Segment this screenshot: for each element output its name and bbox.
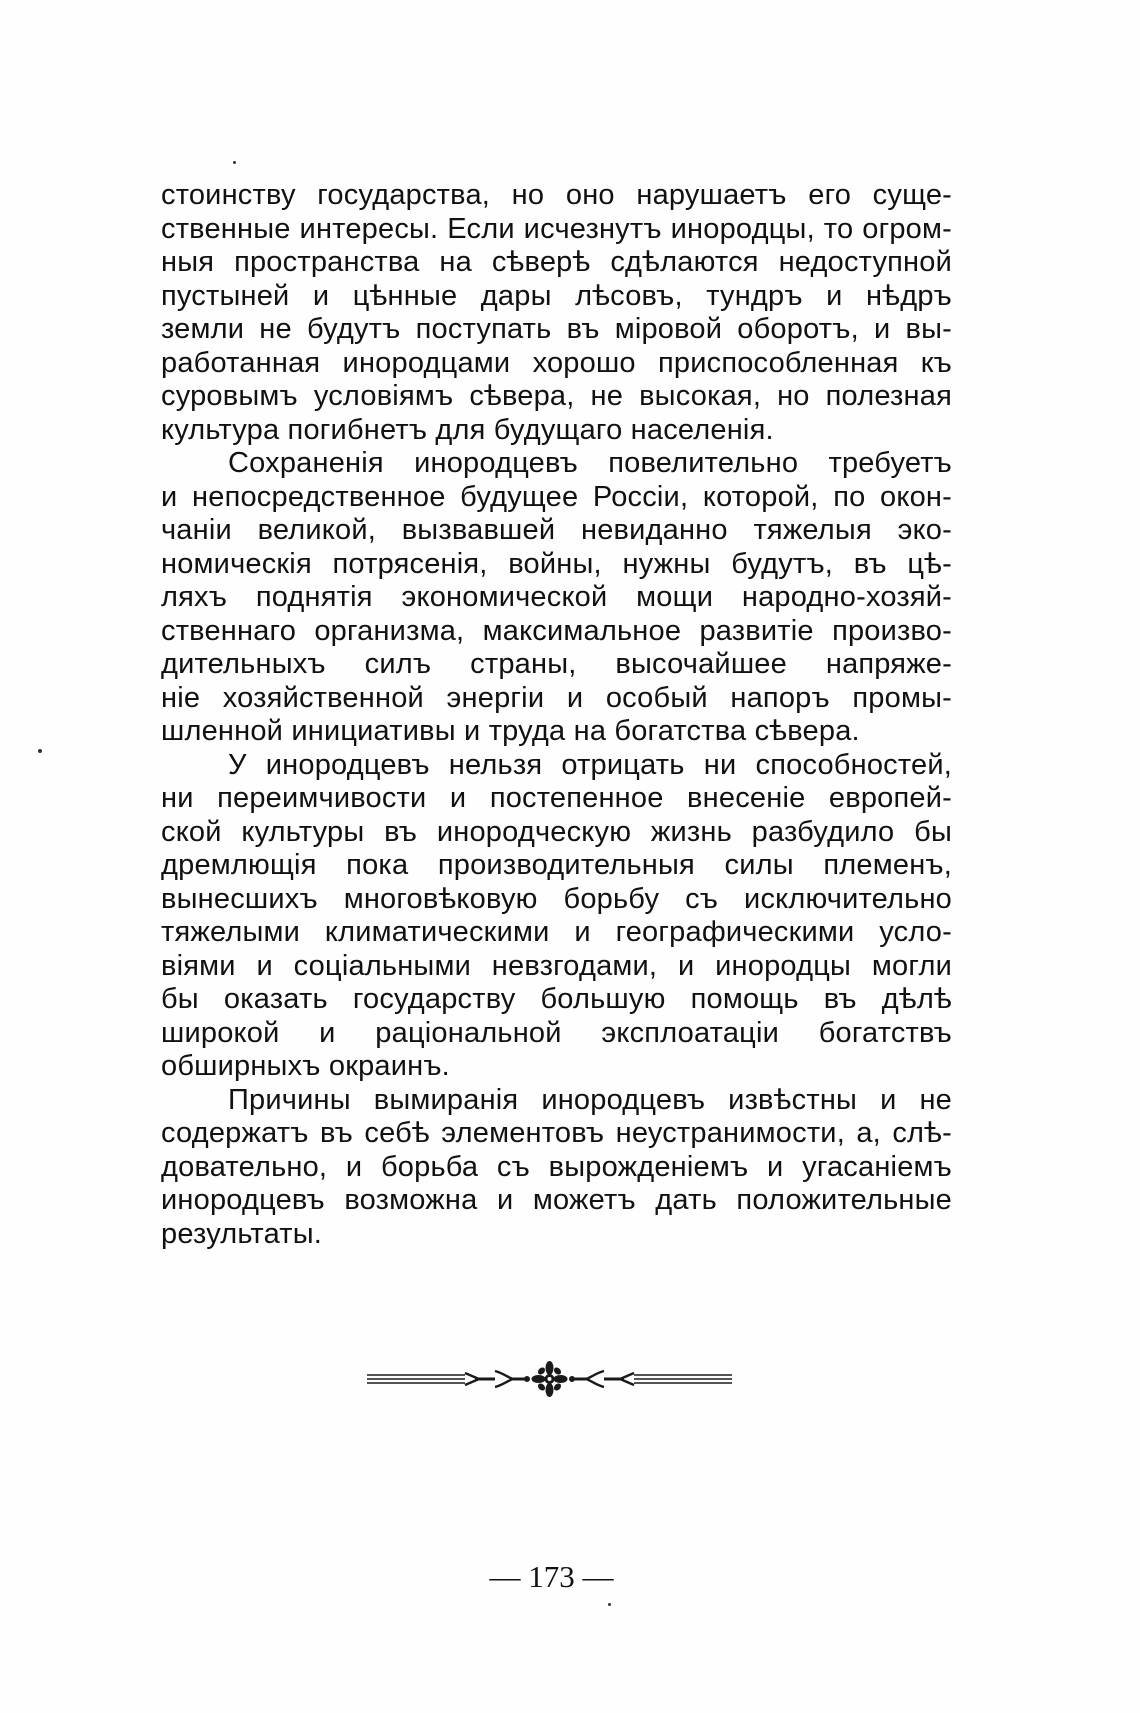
text-line: ляхъ поднятiя экономической мощи народно-хозяй-	[161, 581, 952, 613]
text-line: шленной инициативы и труда на богатства сѣвера.	[161, 715, 860, 747]
text-line: работанная инородцами хорошо приспособленная къ	[161, 346, 952, 379]
decorative-rule-flourish-icon	[367, 1359, 732, 1399]
text-line: суровымъ условiямъ сѣвера, не высокая, но полезная	[161, 380, 952, 412]
paragraph	[161, 749, 952, 1084]
text-line: инородцевъ возможна и можетъ дать положительные	[161, 1184, 952, 1216]
text-line: Сохраненiя инородцевъ повелительно требуетъ	[228, 447, 952, 479]
text-line: и непосредственное будущее Россiи, которой, по окон-	[161, 480, 952, 513]
text-line: нiе хозяйственной энергiи и особый напоръ промы-	[161, 681, 952, 714]
text-line: чанiи великой, вызвавшей невиданно тяжелыя эко-	[161, 514, 952, 546]
paragraph	[161, 447, 952, 749]
body-text	[161, 179, 952, 1251]
text-line: ни переимчивости и постепенное внесенiе европей-	[161, 782, 952, 814]
text-line: содержатъ въ себѣ элементовъ неустранимости, а, слѣ-	[161, 1117, 952, 1149]
text-line: ской культуры въ инородческую жизнь разбудило бы	[161, 815, 952, 848]
text-line: дительныхъ силъ страны, высочайшее напряже-	[161, 648, 952, 680]
text-line: номическiя потрясенiя, войны, нужны будутъ, въ цѣ-	[161, 547, 952, 580]
text-line: дремлющiя пока производительныя силы племенъ,	[161, 849, 952, 881]
paragraph	[161, 1084, 952, 1252]
text-line: У инородцевъ нельзя отрицать ни способностей,	[228, 748, 952, 781]
paragraph	[161, 179, 952, 447]
text-line: результаты.	[161, 1217, 323, 1250]
text-line: довательно, и борьба съ вырожденiемъ и угасанiемъ	[161, 1150, 952, 1183]
text-line: широкой и рацiональной эксплоатацiи богатствъ	[161, 1016, 952, 1049]
print-speck	[233, 161, 236, 164]
text-line: обширныхъ окраинъ.	[161, 1050, 450, 1082]
text-line: бы оказать государству большую помощь въ дѣлѣ	[161, 983, 952, 1015]
text-line: вынесшихъ многовѣковую борьбу съ исключительно	[161, 882, 952, 915]
text-line: ственнаго организма, максимальное развитiе произво-	[161, 614, 952, 647]
text-line: вiями и соцiальными невзгодами, и инородцы могли	[161, 949, 952, 982]
text-line: стоинству государства, но оно нарушаетъ его суще-	[161, 179, 952, 211]
print-speck	[38, 749, 42, 753]
text-line: ныя пространства на сѣверѣ сдѣлаются недоступной	[161, 246, 952, 278]
text-line: культура погибнетъ для будущаго населенiя.	[161, 413, 774, 446]
text-line: Причины вымиранiя инородцевъ извѣстны и не	[228, 1083, 952, 1116]
text-line: земли не будутъ поступать въ мiровой оборотъ, и вы-	[161, 313, 952, 345]
text-line: пустыней и цѣнные дары лѣсовъ, тундръ и нѣдръ	[161, 279, 952, 312]
page-number: — 173 —	[489, 1559, 614, 1594]
text-line: тяжелыми климатическими и географическими усло-	[161, 916, 952, 948]
print-speck	[608, 1603, 611, 1606]
text-line: ственные интересы. Если исчезнутъ инородцы, то огром-	[161, 212, 952, 245]
